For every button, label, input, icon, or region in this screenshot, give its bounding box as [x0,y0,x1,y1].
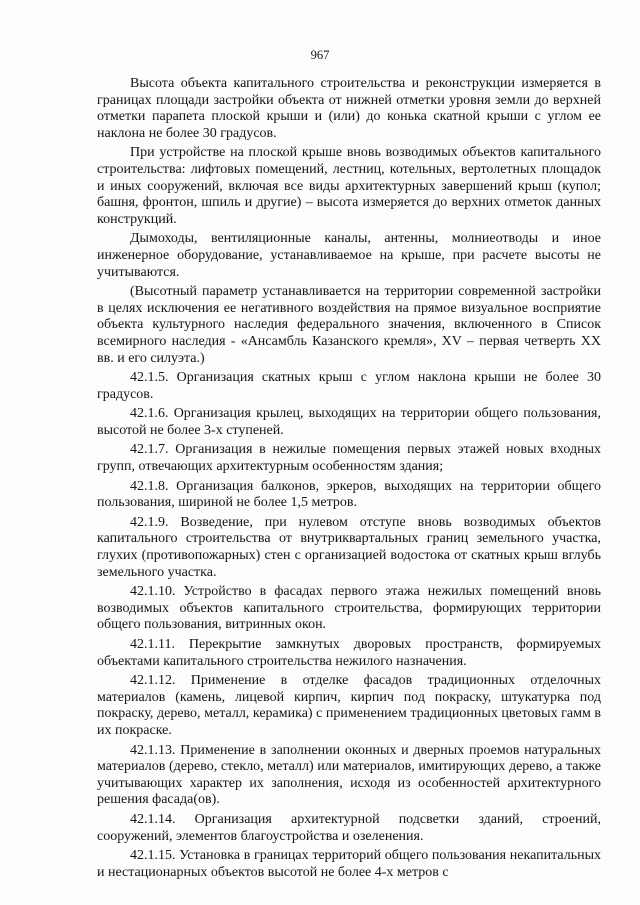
paragraph: 42.1.12. Применение в отделке фасадов традиционных отделочных материалов (камень, лицевой кирпич, кирпич под покраску, штукатурка под покраску, дерево, металл, керамика) с применением традиционных цветовых гамм в их покраске. [97,673,601,738]
paragraph: 42.1.15. Установка в границах территорий общего пользования некапитальных и нестационарных объектов высотой не более 4-х метров с [97,848,601,880]
paragraph: 42.1.5. Организация скатных крыш с углом наклона крыши не более 30 градусов. [97,370,601,402]
paragraph: 42.1.11. Перекрытие замкнутых дворовых пространств, формируемых объектами капитального строительства нежилого назначения. [97,637,601,669]
paragraph: 42.1.13. Применение в заполнении оконных и дверных проемов натуральных материалов (дерево, стекло, металл) или материалов, имитирующих дерево, а также учитывающих характер их заполнения, исходя из особенностей архитектурного решения фасада(ов). [97,742,601,808]
paragraph: При устройстве на плоской крыше вновь возводимых объектов капитального строительства: лифтовых помещений, лестниц, котельных, вертолетных площадок и иных сооружений, включая все виды архитектурных завершений крыш (купол; башня, фронтон, шпиль и другие) – высота измеряется до верхних отметок данных конструкций. [97,145,601,227]
paragraph: Дымоходы, вентиляционные каналы, антенны, молниеотводы и иное инженерное оборудование, устанавливаемое на крыше, при расчете высоты не учитываются. [97,231,601,280]
paragraph: 42.1.14. Организация архитектурной подсветки зданий, строений, сооружений, элементов благоустройства и озеленения. [97,811,601,844]
paragraph: 42.1.10. Устройство в фасадах первого этажа нежилых помещений вновь возводимых объектов капитального строительства, формирующих территории общего пользования, витринных окон. [97,584,601,633]
paragraph: 42.1.6. Организация крылец, выходящих на территории общего пользования, высотой не более 3-х ступеней. [97,406,601,438]
page-number: 967 [310,48,330,62]
document-body [97,76,601,884]
paragraph: (Высотный параметр устанавливается на территории современной застройки в целях исключения ее негативного воздействия на прямое визуальное восприятие объекта культурного наследия федерального значения, включенного в Список всемирного наследия - «Ансамбль Казанского кремля», XV – первая четверть XX вв. и его силуэта.) [97,284,601,366]
paragraph: Высота объекта капитального строительства и реконструкции измеряется в границах площади застройки объекта от нижней отметки уровня земли до верхней отметки парапета плоской крыши и (или) до конька скатной крыши с углом ее наклона не более 30 градусов. [97,76,601,141]
paragraph: 42.1.7. Организация в нежилые помещения первых этажей новых входных групп, отвечающих архитектурным особенностям здания; [97,442,601,475]
paragraph: 42.1.9. Возведение, при нулевом отступе вновь возводимых объектов капитального строительства от внутриквартальных границ земельного участка, глухих (противопожарных) стен с организацией водостока от скатных крыш вглубь земельного участка. [97,514,601,580]
paragraph: 42.1.8. Организация балконов, эркеров, выходящих на территории общего пользования, шириной не более 1,5 метров. [97,478,601,511]
